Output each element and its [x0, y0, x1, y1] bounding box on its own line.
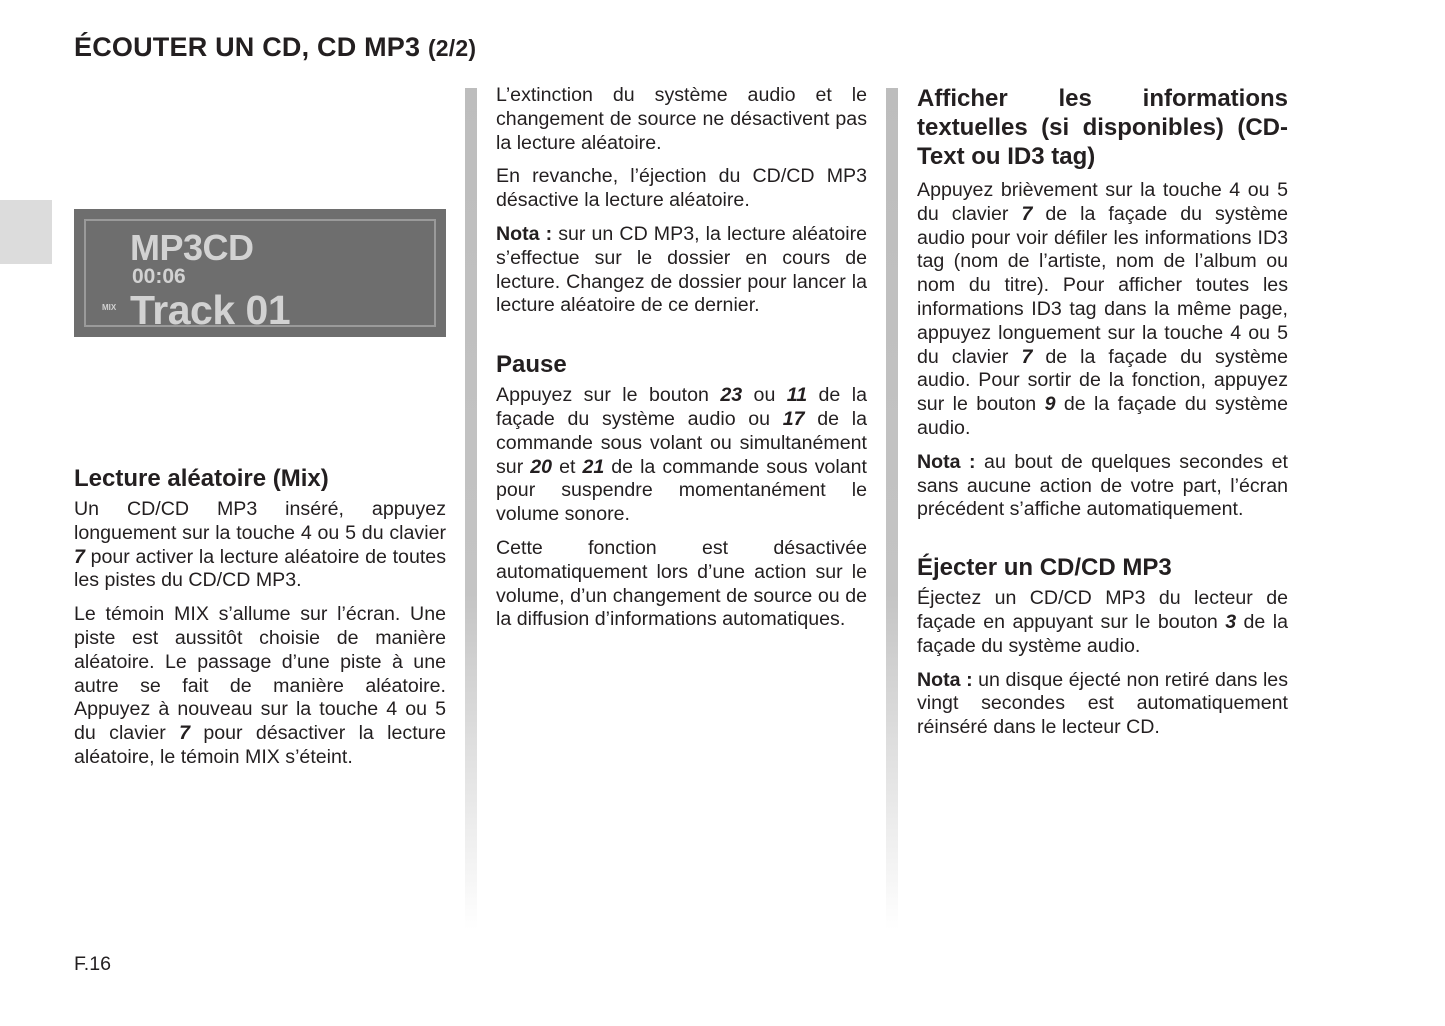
- paragraph-pause-buttons: Appuyez sur le bouton 23 ou 11 de la façade du système audio ou 17 de la commande sous volant ou simultanément sur 20 et 21 de la commande sous volant pour suspendre momentanément le volume sonore.: [496, 384, 868, 526]
- paragraph-pause-auto-off: Cette fonction est désactivée automatiquement lors d’une action sur le volume, d’un changement de source ou de la diffusion d’informations automatiques.: [496, 536, 867, 631]
- page-title: [74, 32, 476, 63]
- note-screen-return: Nota : au bout de quelques secondes et sans aucune action de votre part, l’écran précédent s’affiche automatiquement.: [917, 450, 1288, 521]
- paragraph-mix-indicator: Le témoin MIX s’allume sur l’écran. Une piste est aussitôt choisie de manière aléatoire. Le passage d’une piste à une autre se fait de manière aléatoire. Appuyez à nouveau sur la touche 4 ou 5 du clavier 7 pour désactiver la lecture aléatoire, le témoin MIX s’éteint.: [74, 603, 446, 768]
- heading-random-play: Lecture aléatoire (Mix): [74, 465, 329, 492]
- paragraph-random-activate: Un CD/CD MP3 inséré, appuyez longuement sur la touche 4 ou 5 du clavier 7 pour activer la lecture aléatoire de toutes les pistes du CD/CD MP3.: [74, 498, 446, 592]
- display-track: Track 01: [130, 287, 291, 333]
- display-mix-indicator: MIX: [102, 303, 117, 312]
- display-time: 00:06: [132, 265, 186, 288]
- audio-display-image: [74, 209, 446, 337]
- display-source: MP3CD: [130, 227, 254, 268]
- paragraph-random-persist: L’extinction du système audio et le changement de source ne désactivent pas la lecture aléatoire.: [496, 84, 867, 154]
- note-auto-reinsert: Nota : un disque éjecté non retiré dans les vingt secondes est automatiquement réinséré dans le lecteur CD.: [917, 668, 1289, 739]
- column-middle: [496, 84, 867, 642]
- paragraph-eject-deactivates: En revanche, l’éjection du CD/CD MP3 désactive la lecture aléatoire.: [496, 165, 867, 212]
- page-number: F.16: [74, 953, 112, 975]
- heading-text-info: Afficher les informations textuelles (si disponibles) (CD-Text ou ID3 tag): [917, 85, 1288, 170]
- column-divider-left: [465, 88, 477, 930]
- note-mp3-folder: Nota : sur un CD MP3, la lecture aléatoire s’effectue sur le dossier en cours de lecture. Changez de dossier pour lancer la lecture aléatoire de ce dernier.: [496, 222, 867, 317]
- heading-pause: Pause: [496, 351, 567, 379]
- column-right: [917, 84, 1288, 750]
- page-title-part: (2/2): [427, 35, 477, 61]
- section-tab-marker: [0, 200, 52, 264]
- column-divider-right: [886, 88, 898, 930]
- page-title-text: ÉCOUTER UN CD, CD MP3: [74, 32, 421, 62]
- column-left: [74, 464, 446, 780]
- paragraph-eject: Éjectez un CD/CD MP3 du lecteur de façade en appuyant sur le bouton 3 de la façade du système audio.: [917, 587, 1289, 657]
- display-screen: [84, 219, 436, 333]
- paragraph-id3-info: Appuyez brièvement sur la touche 4 ou 5 du clavier 7 de la façade du système audio pour voir défiler les informations ID3 tag (nom de l’artiste, nom de l’album ou nom du titre). Pour afficher toutes les informations ID3 tag dans la même page, appuyez longuement sur la touche 4 ou 5 du clavier 7 de la façade du système audio. Pour sortir de la fonction, appuyez sur le bouton 9 de la façade du système audio.: [917, 179, 1289, 439]
- heading-eject: Éjecter un CD/CD MP3: [917, 554, 1172, 582]
